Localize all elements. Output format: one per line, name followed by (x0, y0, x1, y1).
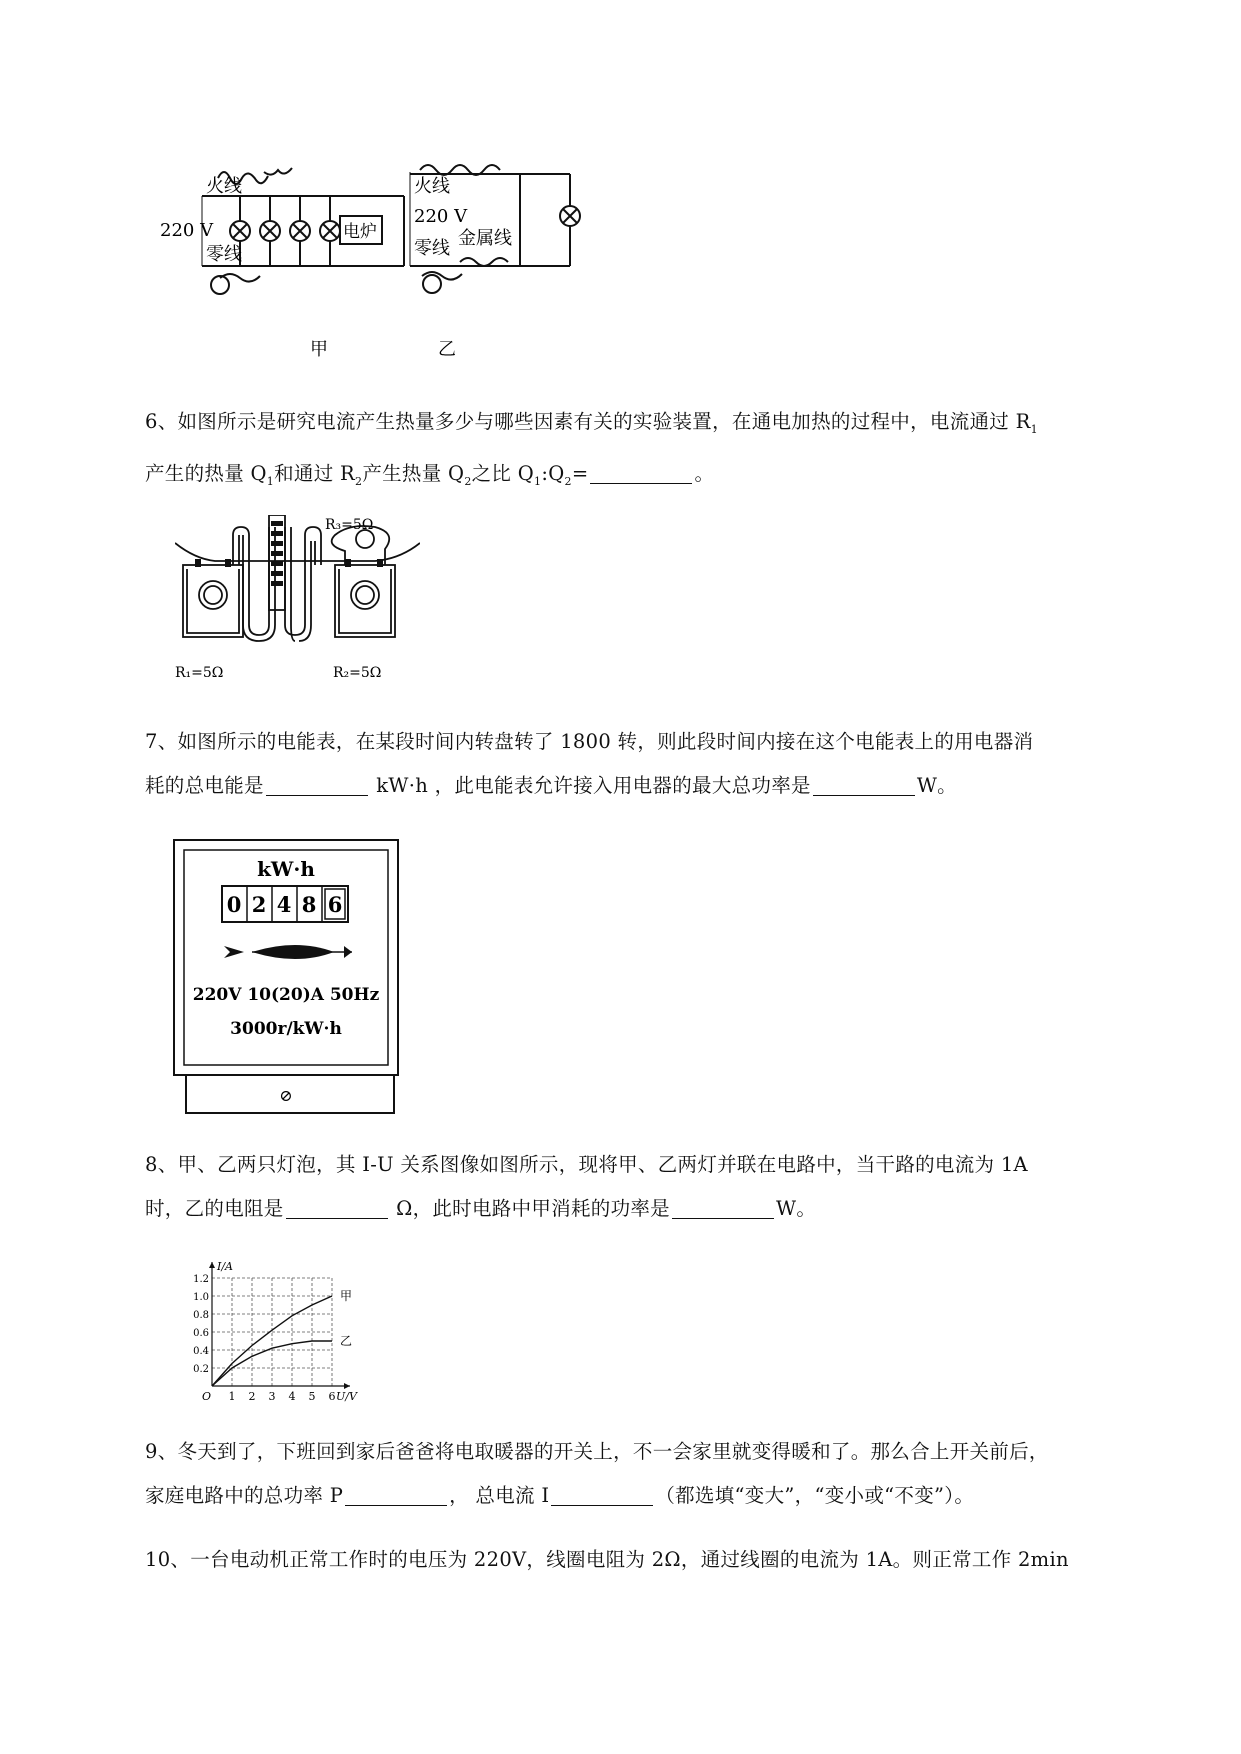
chart-y-tick-label: 0.2 (193, 1364, 209, 1375)
q6-text-g: = (571, 461, 589, 485)
q6-answer-blank[interactable] (590, 461, 692, 484)
q6-text-f: :Q (541, 461, 565, 485)
fig7-screw-icon: ⊘ (279, 1086, 293, 1105)
q6-text-d: 产生热量 Q (362, 461, 465, 485)
q6-text-c: 和通过 R (274, 461, 355, 485)
chart-x-tick-label: 3 (268, 1390, 276, 1403)
question-7 (145, 720, 1155, 808)
q9-answer-blank-1[interactable] (345, 1483, 447, 1506)
q7-answer-blank-1[interactable] (266, 773, 368, 796)
chart-x-tick-label: 6 (328, 1390, 336, 1403)
q7-unit-2: W。 (916, 774, 957, 797)
fig7-digit-2: 2 (251, 892, 267, 917)
fig5-live-wire-a: 火线 (206, 176, 242, 197)
q7-answer-blank-2[interactable] (813, 773, 915, 796)
fig6-r2-label: R₂=5Ω (333, 665, 382, 681)
q6-text-end: 。 (694, 461, 715, 485)
chart-y-tick-label: 1.0 (193, 1292, 209, 1303)
q6-text-e: 之比 Q (471, 461, 535, 485)
q8-answer-blank-2[interactable] (672, 1196, 774, 1219)
question-8 (145, 1143, 1155, 1231)
fig5-live-wire-b: 火线 (414, 176, 450, 197)
chart-x-tick-label: 1 (228, 1390, 236, 1403)
q6-sub-ratio-1: 1 (534, 474, 542, 488)
question-10 (145, 1538, 1155, 1582)
fig7-digit-1: 0 (226, 892, 242, 917)
q8-text-a: 8、甲、乙两只灯泡，其 I-U 关系图像如图所示，现将甲、乙两灯并联在电路中，当干路的电流为 1A (145, 1153, 1028, 1176)
q7-text-b: 耗的总电能是 (145, 774, 264, 797)
chart-y-tick-label: 1.2 (193, 1274, 209, 1285)
fig5-circuits (160, 150, 660, 365)
fig5-voltage-b: 220 V (414, 206, 468, 227)
q9-text-b: 家庭电路中的总功率 P (145, 1484, 344, 1507)
q6-text-b: 产生的热量 Q (145, 461, 267, 485)
fig7-rate: 3000r/kW·h (230, 1019, 342, 1039)
chart-y-tick-label: 0.6 (193, 1328, 209, 1339)
chart-x-tick-label: 2 (248, 1390, 256, 1403)
q8-answer-blank-1[interactable] (286, 1196, 388, 1219)
question-9 (145, 1430, 1155, 1518)
fig5-caption-a: 甲 (310, 339, 328, 360)
q8-text-d: W。 (775, 1197, 817, 1220)
fig7-digit-3: 4 (276, 892, 292, 917)
fig5-neutral-wire-a: 零线 (206, 244, 242, 265)
fig7-digit-5: 6 (327, 892, 343, 917)
q9-text-d: （都选填“变大”，“变小或“不变”）。 (655, 1484, 975, 1507)
q8-text-b: 时，乙的电阻是 (145, 1197, 284, 1220)
fig7-digit-4: 8 (301, 892, 317, 917)
fig7-unit-label: kW·h (257, 857, 315, 881)
chart-x-arrow-icon (344, 1383, 350, 1389)
q6-sub-q1: 1 (266, 474, 275, 488)
fig5-neutral-wire-b: 零线 (414, 238, 450, 259)
q6-sub-r2: 2 (355, 474, 363, 488)
chart-x-axis-label: U/V (336, 1390, 357, 1403)
q7-text-a: 7、如图所示的电能表，在某段时间内转盘转了 1800 转，则此段时间内接在这个电能表上的用电器消 (145, 730, 1034, 753)
fig5-caption-b: 乙 (438, 339, 456, 360)
fig6-r1-label: R₁=5Ω (175, 665, 224, 681)
chart-y-tick-label: 0.4 (193, 1346, 209, 1357)
chart-x-tick-label: 5 (308, 1390, 316, 1403)
chart-series-label-2: 乙 (340, 1334, 353, 1348)
fig6-heating-apparatus (175, 515, 420, 685)
chart-x-tick-label: 4 (288, 1390, 296, 1403)
iu-chart (190, 1258, 390, 1413)
fig5-metal-wire-label: 金属线 (458, 228, 512, 249)
chart-y-tick-label: 0.8 (193, 1310, 209, 1321)
q6-sub-ratio-2: 2 (564, 474, 572, 488)
chart-y-arrow-icon (209, 1262, 215, 1268)
chart-series-label-1: 甲 (340, 1289, 353, 1303)
q6-sub-r1: 1 (1030, 422, 1038, 436)
fig5-stove-label: 电炉 (343, 222, 377, 242)
q7-unit-1: kW·h ，此电能表允许接入用电器的最大总功率是 (369, 774, 811, 797)
chart-y-axis-label: I/A (217, 1260, 233, 1273)
q6-sub-q2: 2 (464, 474, 472, 488)
fig5-voltage-a: 220 V (160, 220, 214, 241)
q9-text-a: 9、冬天到了，下班回到家后爸爸将电取暖器的开关上，不一会家里就变得暖和了。那么合上开关前后， (145, 1440, 1049, 1463)
q10-text-a: 10、一台电动机正常工作时的电压为 220V，线圈电阻为 2Ω，通过线圈的电流为 1A。则正常工作 2min (145, 1548, 1069, 1571)
q8-text-c: Ω，此时电路中甲消耗的功率是 (389, 1197, 670, 1220)
question-6 (145, 400, 1155, 504)
q6-text-a: 6、如图所示是研究电流产生热量多少与哪些因素有关的实验装置，在通电加热的过程中，电流通过 R (145, 410, 1031, 433)
q9-answer-blank-2[interactable] (551, 1483, 653, 1506)
chart-origin-label: O (202, 1390, 212, 1403)
fig7-spec: 220V 10(20)A 50Hz (192, 985, 380, 1005)
q9-text-c: ， 总电流 I (449, 1484, 550, 1507)
fig7-electricity-meter (172, 838, 402, 1116)
fig6-r3-label: R₃=5Ω (325, 517, 374, 533)
